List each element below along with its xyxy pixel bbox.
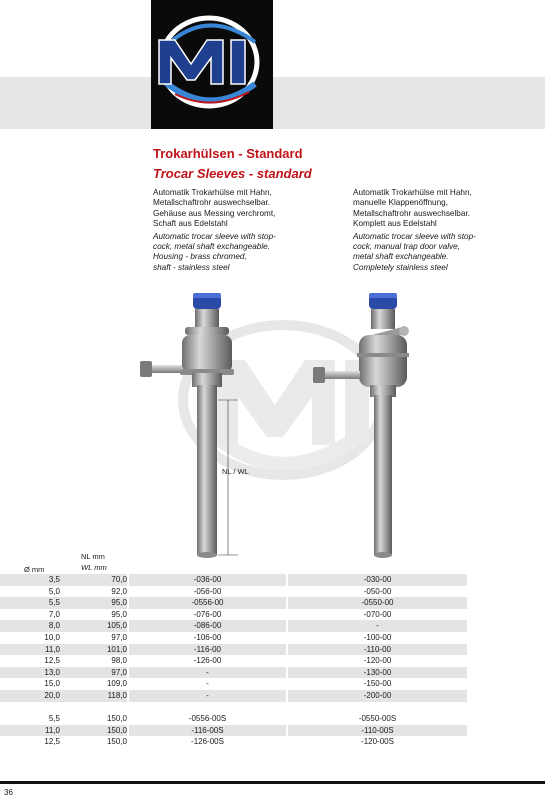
article-number-cell: -106-00 — [128, 632, 287, 644]
length-cell: 109,0 — [106, 679, 127, 689]
table-row — [0, 586, 467, 598]
length-cell: 105,0 — [72, 620, 128, 632]
article-number-cell: -116-00S — [128, 725, 287, 737]
footer-bar — [0, 781, 545, 784]
article-number-cell: - — [287, 620, 467, 632]
table-row — [0, 574, 467, 586]
header-diameter: Ø mm — [24, 565, 45, 574]
article-number-cell: -116-00 — [128, 644, 287, 656]
article-number-cell: -050-00 — [287, 586, 467, 598]
table-row — [0, 609, 467, 621]
diameter-cell: 10,0 — [44, 632, 60, 642]
article-number-cell: -150-00 — [287, 678, 467, 690]
diameter-cell: 3,5 — [0, 574, 72, 586]
table-row — [0, 690, 467, 702]
diameter-cell: 11,0 — [0, 725, 72, 737]
table-row — [0, 713, 467, 725]
table-row — [0, 644, 467, 656]
diameter-cell: 11,0 — [0, 644, 72, 656]
length-cell: 97,0 — [111, 632, 127, 642]
title-german: Trokarhülsen - Standard — [153, 146, 303, 161]
article-number-cell: -200-00 — [287, 690, 467, 702]
table-row — [0, 725, 467, 737]
table-row — [0, 620, 467, 632]
table-row — [0, 632, 467, 644]
length-cell: 150,0 — [106, 714, 127, 724]
article-number-cell: -130-00 — [287, 667, 467, 679]
article-number-cell: -126-00S — [128, 736, 287, 748]
header-wl: WL mm — [81, 563, 107, 572]
length-cell: 101,0 — [72, 644, 128, 656]
article-number-cell: -086-00 — [128, 620, 287, 632]
article-number-cell: -056-00 — [128, 586, 287, 598]
table-spacer — [0, 702, 467, 714]
article-number-cell: -076-00 — [128, 609, 287, 621]
diameter-cell: 5,5 — [48, 714, 60, 724]
article-number-cell: -0550-00S — [287, 713, 467, 725]
product-illustration — [0, 285, 545, 570]
article-number-cell: - — [128, 690, 287, 702]
diameter-cell: 13,0 — [0, 667, 72, 679]
description-english: Automatic trocar sleeve with stop- cock, manual trap door valve, metal shaft exchangeable. Completely stainless steel — [353, 231, 476, 272]
length-cell: 70,0 — [72, 574, 128, 586]
product-description-left — [153, 188, 343, 273]
trocar-sleeves-image — [0, 285, 545, 570]
length-cell: 98,0 — [111, 656, 127, 666]
article-number-cell: - — [128, 678, 287, 690]
length-cell: 95,0 — [72, 597, 128, 609]
header-nl: NL mm — [81, 552, 105, 561]
article-number-cell: - — [128, 667, 287, 679]
length-cell: 97,0 — [72, 667, 128, 679]
dimension-label: NL / WL — [222, 467, 249, 476]
diameter-cell: 15,0 — [44, 679, 60, 689]
table-row — [0, 597, 467, 609]
logo — [151, 0, 273, 120]
page-number: 36 — [4, 788, 13, 797]
description-english: Automatic trocar sleeve with stop- cock, metal shaft exchangeable. Housing - brass chromed, shaft - stainless steel — [153, 231, 276, 272]
table-row — [0, 655, 467, 667]
article-number-cell: -110-00 — [287, 644, 467, 656]
diameter-cell: 12,5 — [44, 656, 60, 666]
article-number-cell: -0556-00S — [128, 713, 287, 725]
article-number-cell: -0556-00 — [128, 597, 287, 609]
description-german: Automatik Trokarhülse mit Hahn, Metallschaftrohr auswechselbar. Gehäuse aus Messing verchromt, Schaft aus Edelstahl — [153, 188, 276, 229]
article-number-cell: -0550-00 — [287, 597, 467, 609]
diameter-cell: 8,0 — [0, 620, 72, 632]
specification-table — [0, 574, 467, 748]
table-row — [0, 736, 467, 748]
mi-logo-icon — [151, 0, 273, 120]
article-number-cell: -120-00 — [287, 655, 467, 667]
length-cell: 92,0 — [111, 586, 127, 596]
length-cell: 95,0 — [111, 609, 127, 619]
table-row — [0, 667, 467, 679]
diameter-cell: 7,0 — [48, 609, 60, 619]
article-number-cell: -070-00 — [287, 609, 467, 621]
article-number-cell: -030-00 — [287, 574, 467, 586]
article-number-cell: -120-00S — [287, 736, 467, 748]
article-number-cell: -110-00S — [287, 725, 467, 737]
article-number-cell: -126-00 — [128, 655, 287, 667]
article-number-cell: -036-00 — [128, 574, 287, 586]
diameter-cell: 20,0 — [0, 690, 72, 702]
length-cell: 150,0 — [72, 725, 128, 737]
table-row — [0, 678, 467, 690]
article-number-cell: -100-00 — [287, 632, 467, 644]
diameter-cell: 5,5 — [0, 597, 72, 609]
length-cell: 118,0 — [72, 690, 128, 702]
title-english: Trocar Sleeves - standard — [153, 166, 312, 181]
diameter-cell: 12,5 — [44, 737, 60, 747]
diameter-cell: 5,0 — [48, 586, 60, 596]
description-german: Automatik Trokarhülse mit Hahn, manuelle Klappenöffnung, Metallschaftrohr auswechselbar. Komplett aus Edelstahl — [353, 188, 472, 229]
product-description-right — [353, 188, 543, 273]
length-cell: 150,0 — [106, 737, 127, 747]
